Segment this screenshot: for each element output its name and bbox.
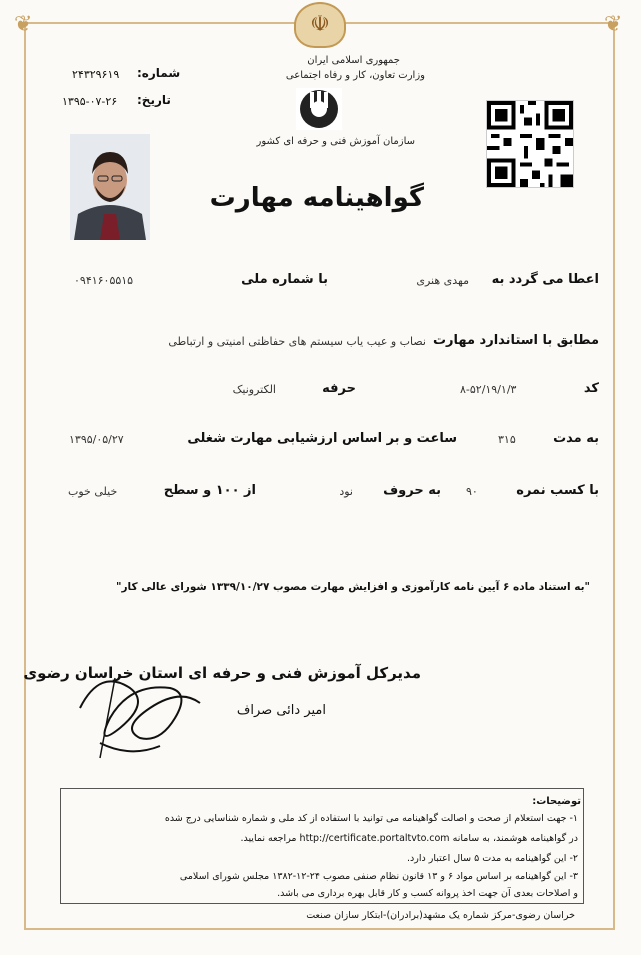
granted-value: مهدی هنری: [416, 274, 469, 287]
level-value: خیلی خوب: [68, 485, 118, 498]
republic-name: جمهوری اسلامی ایران: [307, 55, 400, 66]
score-label: با کسب نمره: [516, 483, 599, 498]
national-id-label: با شماره ملی: [241, 272, 328, 287]
trade-value: الکترونیک: [232, 383, 276, 396]
score-value: ۹۰: [466, 485, 478, 498]
assessment-date: ۱۳۹۵/۰۵/۲۷: [69, 433, 124, 446]
notes-line-2: در گواهینامه هوشمند، به سامانه http://certificate.portaltvto.com مراجعه نمایید.: [240, 833, 578, 844]
qr-code-icon: [486, 100, 574, 188]
standard-value: نصاب و عیب یاب سیستم های حفاظتی امنیتی و ارتباطی: [168, 335, 426, 348]
organization-name: سازمان آموزش فنی و حرفه ای کشور: [256, 136, 415, 147]
corner-ornament-icon: ❦: [604, 12, 623, 37]
tvto-logo-icon: [296, 88, 342, 130]
notes-line-5: و اصلاحات بعدی آن جهت اخذ پروانه کسب و کار قابل بهره برداری می باشد.: [277, 888, 578, 899]
certificate-title: گواهینامه مهارت: [209, 183, 424, 213]
duration-label: به مدت: [553, 431, 599, 446]
date-value: ۱۳۹۵-۰۷-۲۶: [62, 95, 118, 108]
signature-mark: [60, 648, 210, 768]
national-id-value: ۰۹۴۱۶۰۵۵۱۵: [74, 274, 134, 287]
corner-ornament-icon: ❦: [14, 12, 33, 37]
granted-label: اعطا می گردد به: [491, 272, 599, 287]
date-label: تاریخ:: [137, 93, 171, 107]
assessment-label: ساعت و بر اساس ارزشیابی مهارت شغلی: [187, 431, 457, 446]
code-value: ۸-۵۲/۱۹/۱/۳: [460, 383, 517, 396]
code-label: کد: [583, 381, 599, 396]
standard-label: مطابق با استاندارد مهارت: [432, 333, 599, 348]
notes-heading: توضیحات:: [532, 796, 581, 807]
letters-label: به حروف: [383, 483, 441, 498]
trade-label: حرفه: [322, 381, 356, 396]
number-label: شماره:: [137, 66, 181, 80]
notes-line-3: ۲- این گواهینامه به مدت ۵ سال اعتبار دارد.: [407, 853, 578, 864]
signatory-name: امیر دائی صراف: [236, 703, 326, 718]
footer-text: خراسان رضوی-مرکز شماره یک مشهد(برادران)-ابتکار سازان صنعت: [306, 910, 575, 921]
emblem-icon: ☫: [294, 2, 346, 48]
portrait-photo: [70, 134, 150, 240]
notes-line-4: ۳- این گواهینامه بر اساس مواد ۶ و ۱۳ قانون نظام صنفی مصوب ۲۴-۱۲-۱۳۸۲ مجلس شورای اسلامی: [179, 871, 578, 882]
notes-line-1: ۱- جهت استعلام از صحت و اصالت گواهینامه می توانید با استفاده از کد ملی و شماره شناسایی درج شده: [164, 813, 578, 824]
ministry-name: وزارت تعاون، کار و رفاه اجتماعی: [285, 70, 425, 81]
regulation-text: "به استناد ماده ۶ آیین نامه کارآموزی و افزایش مهارت مصوب ۱۳۳۹/۱۰/۲۷ شورای عالی کار": [116, 581, 590, 593]
letters-value: نود: [339, 485, 353, 498]
outof-label: از ۱۰۰ و سطح: [163, 483, 256, 498]
notes-box: [60, 788, 584, 904]
signatory-title: مدیرکل آموزش فنی و حرفه ای استان خراسان رضوی: [23, 664, 421, 682]
duration-value: ۳۱۵: [498, 433, 516, 446]
number-value: ۲۴۳۲۹۶۱۹: [72, 68, 120, 81]
